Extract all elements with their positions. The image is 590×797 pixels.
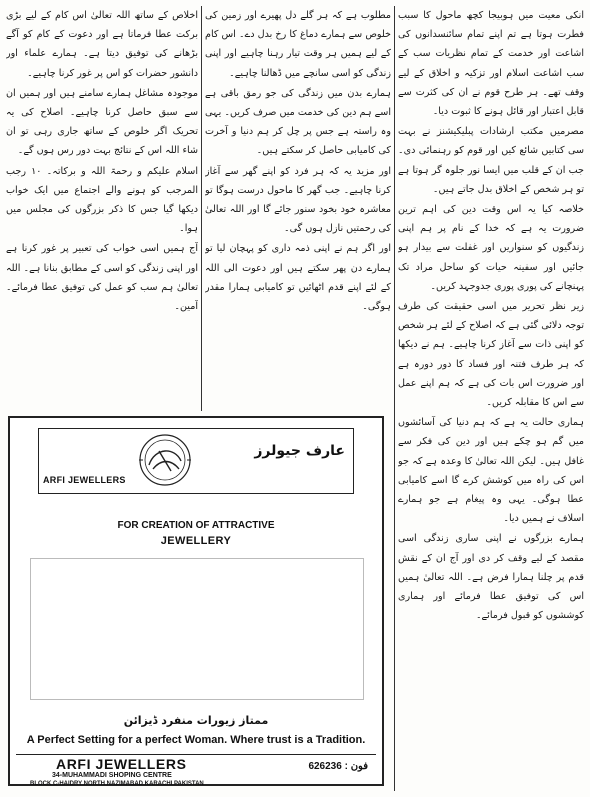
paragraph: اور مزید یہ کہ ہر فرد کو اپنے گھر سے آغاز کرنا چاہیے۔ جب گھر کا ماحول درست ہوگا تو معاشرہ خود بخود سنور جائے گا اور اللہ تعالیٰ کی رحمتیں نازل ہوں گی۔ [205, 165, 391, 235]
ad-footer [16, 754, 376, 787]
column-divider-right [394, 6, 395, 791]
article-column-middle [205, 6, 391, 414]
paragraph: اور اگر ہم نے اپنی ذمہ داری کو پہچان لیا تو ہمارے دن پھر سکتے ہیں اور دعوت الی اللہ کے لئے اپنے قدم اٹھائیں تو کامیابی ہمارا مقدر ہوگی۔ [205, 243, 391, 313]
paragraph: موجودہ مشاغل ہمارے سامنے ہیں اور ہمیں ان سے سبق حاصل کرنا چاہیے۔ اصلاح کی یہ تحریک اگر خلوص کے ساتھ جاری رہی تو ان شاء اللہ اس کے نتائج بہت دور رس ہوں گے۔ [6, 87, 198, 157]
paragraph: انکی معیت میں ہوبیجا کچھ ماحول کا سبب فطرت ہوتا ہے تم اپنے تمام سائنسدانوں کی اشاعت اور خدمت کے تمام نظریات سب کے سب اشاعت اسلام اور تزکیہ و اخلاق کے لیے وقف تھے۔ ہر طرح قوم نے ان کی کثرت سے قابل اعتبار اور قائل ہونے کا ثبوت دیا۔ [398, 10, 584, 118]
column-divider-left [201, 6, 202, 411]
ad-logo-box [38, 428, 354, 494]
paragraph: خلاصہ کیا یہ اس وقت دین کی اہم ترین ضرورت یہ ہے کہ خدا کے نام پر ہم اپنی زندگیوں کو سنواریں اور غفلت سے بیدار ہو جائیں اور سفینہ حیات کو ساحل مراد تک پہنچانے کی پوری پوری جدوجہد کریں۔ [398, 204, 584, 292]
article-column-right [398, 6, 584, 788]
paragraph: مصرمیں مکتب ارشادات پبلیکیشنز نے بہت سی کتابیں شائع کیں اور قوم کو رہنمائی دی۔ جب ان کے قلب میں ایسا نور جلوہ گر ہوتا ہے تو ہر شخص کے اخلاق بدل جاتے ہیں۔ [398, 126, 584, 195]
paragraph: اخلاص کے ساتھ اللہ تعالیٰ اس کام کے لیے بڑی برکت عطا فرماتا ہے اور دعوت کے کام کو آگے بڑھانے کی توفیق دیتا ہے۔ ہمارے علماء اور دانشور حضرات کو اس پر غور کرنا چاہیے۔ [6, 10, 198, 79]
ad-urdu-subline: ممتاز زیورات منفرد ڈیزائن [123, 714, 269, 727]
ad-image-placeholder [30, 558, 364, 700]
paragraph: مطلوب ہے کہ ہر گلے دل پھیرے اور زمین کی خلوص سے ہمارے دماغ کا رخ بدل دے۔ اس کام کے لیے ہمیں ہر وقت تیار رہنا چاہیے اور اپنی زندگی کو اسی سانچے میں ڈھالنا چاہیے۔ [205, 10, 391, 79]
paragraph: ہمارے بدن میں زندگی کی جو رمق باقی ہے اسے ہم دین کی خدمت میں صرف کریں۔ یہی وہ راستہ ہے جس پر چل کر ہم دنیا و آخرت کی کامیابی حاصل کر سکتے ہیں۔ [205, 87, 391, 157]
paragraph: ہماری حالت یہ ہے کہ ہم دنیا کی آسائشوں میں گم ہو چکے ہیں اور دین کی فکر سے غافل ہیں۔ لیکن اللہ تعالیٰ کا وعدہ ہے کہ جو اس کی راہ میں کوشش کرے گا اسے کامیابی عطا ہوگی۔ یہی وہ پیغام ہے جو ہمارے اسلاف نے ہمیں دیا۔ [398, 417, 584, 525]
ad-address-line2: BLOCK C-HAIDRY NORTH NAZIMABAD KARACHI PAKISTAN [30, 781, 204, 787]
paragraph: ہمارے بزرگوں نے اپنی ساری زندگی اسی مقصد کے لیے وقف کر دی اور آج ان کے نقش قدم پر چلنا ہمارا فرض ہے۔ اللہ تعالیٰ ہمیں اس کی توفیق عطا فرمائے اور ہماری کوششوں کو قبول فرمائے۔ [398, 533, 584, 622]
jewellery-advertisement [8, 416, 384, 786]
ad-address: 34-MUHAMMADI SHOPING CENTRE [52, 772, 172, 779]
paragraph: آج ہمیں اسی خواب کی تعبیر پر غور کرنا ہے اور اپنی زندگی کو اسی کے مطابق بنانا ہے۔ اللہ تعالیٰ ہم سب کو عمل کی توفیق عطا فرمائے۔ آمین۔ [6, 243, 198, 313]
paragraph: اسلام علیکم و رحمۃ اللہ و برکاتہ۔ ۱۰ رجب المرجب کو ہونے والے اجتماع میں ایک خواب دیکھا گیا جس کا ذکر بزرگوں کی مجلس میں ہوا۔ [6, 165, 198, 235]
ad-slogan: A Perfect Setting for a perfect Woman. Where trust is a Tradition. [26, 734, 366, 746]
ad-tagline-jewellery: JEWELLERY [160, 535, 232, 547]
paragraph: زیر نظر تحریر میں اسی حقیقت کی طرف توجہ دلائی گئی ہے کہ اصلاح کے لئے ہر شخص کو اپنی ذات سے آغاز کرنا چاہیے۔ ہم نے دیکھا کہ ہر طرف فتنہ اور فساد کا دور دورہ ہے اور ضرورت اس بات کی ہے کہ ہم اپنے عمل سے اس کا مقابلہ کریں۔ [398, 301, 584, 409]
ad-tagline: FOR CREATION OF ATTRACTIVE [117, 520, 275, 531]
ad-logo-urdu: عارف جیولرز [254, 443, 345, 459]
ad-business-name: ARFI JEWELLERS [56, 756, 187, 772]
ad-phone: فون : 626236 [308, 761, 368, 772]
ad-logo-english: ARFI JEWELLERS [43, 475, 126, 485]
article-column-left [6, 6, 198, 416]
